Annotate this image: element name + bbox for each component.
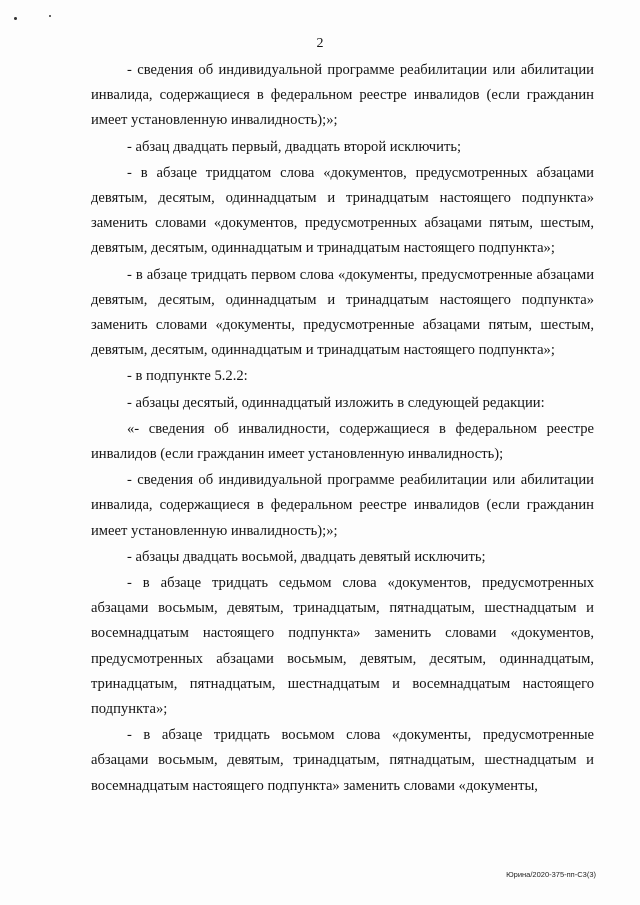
paragraph: «- сведения об инвалидности, содержащиеся в федеральном реестре инвалидов (если гражданин имеет установленную инвалидность); — [91, 420, 594, 463]
document-body — [91, 58, 594, 799]
paragraph: - абзацы десятый, одиннадцатый изложить в следующей редакции: — [127, 394, 545, 411]
document-reference-footer: Юрина/2020-375-пп-С3(3) — [506, 870, 596, 879]
paragraph: - в подпункте 5.2.2: — [127, 368, 248, 385]
page-number: 2 — [316, 36, 324, 51]
paragraph: - в абзаце тридцать седьмом слова «документов, предусмотренных абзацами восьмым, девятым, тринадцатым, пятнадцатым, шестнадцатым и восемнадцатым настоящего подпункта» заменить словами «документов, предусмотренных абзацами восьмым, девятым, десятым, одиннадцатым, тринадцатым, пятнадцатым, шестнадцатым и восемнадцатым настоящего подпункта»; — [91, 575, 594, 718]
paragraph: - сведения об индивидуальной программе реабилитации или абилитации инвалида, содержащиеся в федеральном реестре инвалидов (если гражданин имеет установленную инвалидность);»; — [91, 472, 594, 539]
scan-speck — [14, 17, 17, 20]
paragraph: - в абзаце тридцатом слова «документов, предусмотренных абзацами девятым, десятым, одиннадцатым и тринадцатым настоящего подпункта» заменить словами «документов, предусмотренных абзацами пятым, шестым, девятым, десятым, одиннадцатым и тринадцатым настоящего подпункта»; — [91, 164, 594, 257]
paragraph: - в абзаце тридцать восьмом слова «документы, предусмотренные абзацами восьмым, девятым, тринадцатым, пятнадцатым, шестнадцатым и восемнадцатым настоящего подпункта» заменить словами «документы, — [91, 727, 594, 794]
scan-speck — [49, 15, 51, 17]
paragraph: - абзацы двадцать восьмой, двадцать девятый исключить; — [127, 548, 486, 565]
paragraph: - в абзаце тридцать первом слова «документы, предусмотренные абзацами девятым, десятым, одиннадцатым и тринадцатым настоящего подпункта» заменить словами «документы, предусмотренные абзацами пятым, шестым, девятым, десятым, одиннадцатым и тринадцатым настоящего подпункта»; — [91, 266, 594, 359]
paragraph: - абзац двадцать первый, двадцать второй исключить; — [127, 138, 462, 155]
paragraph: - сведения об индивидуальной программе реабилитации или абилитации инвалида, содержащиеся в федеральном реестре инвалидов (если гражданин имеет установленную инвалидность);»; — [91, 62, 594, 129]
